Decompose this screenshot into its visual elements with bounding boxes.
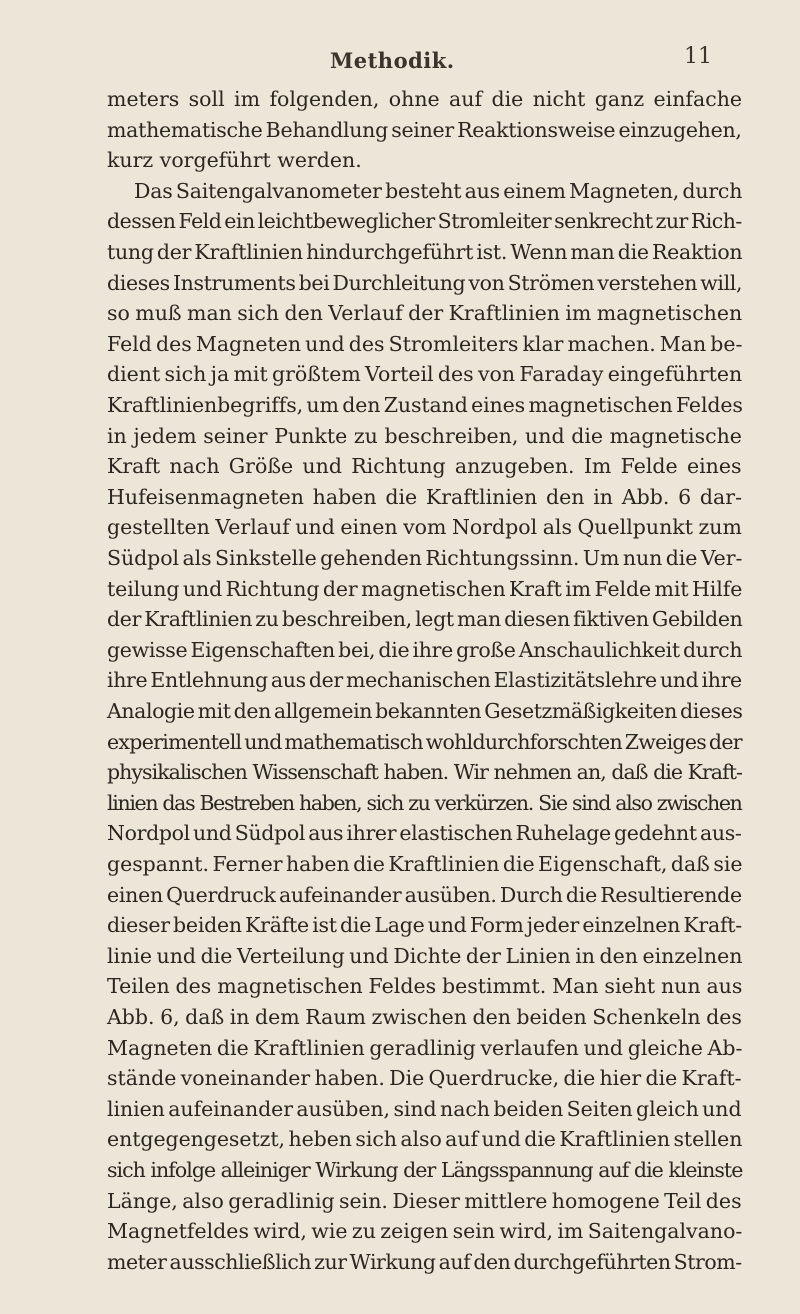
text-line: Magnetfeldes wird, wie zu zeigen sein wird, im Saitengalvano- xyxy=(107,1219,743,1244)
text-line: Teilen des magnetischen Feldes bestimmt. Man sieht nun aus xyxy=(107,974,743,999)
text-line: Hufeisenmagneten haben die Kraftlinien den in Abb. 6 dar- xyxy=(107,484,742,509)
text-line: einen Querdruck aufeinander ausüben. Durch die Resultierende xyxy=(107,882,742,907)
text-line: mathematische Behandlung seiner Reaktionsweise einzugehen, xyxy=(107,117,742,142)
text-line: so muß man sich den Verlauf der Kraftlinien im magnetischen xyxy=(107,301,743,326)
text-line: kurz vorgeführt werden. xyxy=(107,148,362,173)
text-line: gestellten Verlauf und einen vom Nordpol als Quellpunkt zum xyxy=(107,515,742,540)
text-line: teilung und Richtung der magnetischen Kraft im Felde mit Hilfe xyxy=(107,576,743,601)
text-line: Abb. 6, daß in dem Raum zwischen den beiden Schenkeln des xyxy=(107,1005,742,1029)
text-line: dient sich ja mit größtem Vorteil des von Faraday eingeführten xyxy=(107,362,743,387)
text-line: tung der Kraftlinien hindurchgeführt ist. Wenn man die Reaktion xyxy=(107,240,743,264)
text-line: linien das Bestreben haben, sich zu verkürzen. Sie sind also zwischen xyxy=(107,790,742,815)
text-line: Feld des Magneten und des Stromleiters klar machen. Man be- xyxy=(107,331,743,356)
running-head: Methodik. xyxy=(330,48,455,73)
text-line: sich infolge alleiniger Wirkung der Längsspannung auf die kleinste xyxy=(107,1158,743,1182)
text-line: Länge, also geradlinig sein. Dieser mittlere homogene Teil des xyxy=(107,1188,742,1213)
page-header xyxy=(0,44,800,78)
text-line: meters soll im folgenden, ohne auf die nicht ganz einfache xyxy=(107,87,743,111)
text-line: Kraft nach Größe und Richtung anzugeben. Im Felde eines xyxy=(107,454,742,479)
text-line: Nordpol und Südpol aus ihrer elastischen Ruhelage gedehnt aus- xyxy=(107,821,742,846)
page-number: 11 xyxy=(684,44,712,69)
text-line: Magneten die Kraftlinien geradlinig verlaufen und gleiche Ab- xyxy=(107,1035,743,1060)
text-line: entgegengesetzt, heben sich also auf und die Kraftlinien stellen xyxy=(107,1127,743,1152)
text-line: linie und die Verteilung und Dichte der Linien in den einzelnen xyxy=(107,943,743,968)
text-line: Analogie mit den allgemein bekannten Gesetzmäßigkeiten dieses xyxy=(107,699,743,723)
text-line: in jedem seiner Punkte zu beschreiben, und die magnetische xyxy=(107,423,742,448)
text-line: linien aufeinander ausüben, sind nach beiden Seiten gleich und xyxy=(107,1096,742,1121)
text-line: Südpol als Sinkstelle gehenden Richtungssinn. Um nun die Ver- xyxy=(107,546,743,570)
text-line: ihre Entlehnung aus der mechanischen Elastizitätslehre und ihre xyxy=(107,668,742,693)
text-line: gewisse Eigenschaften bei, die ihre große Anschaulichkeit durch xyxy=(107,637,743,662)
text-line: Das Saitengalvanometer besteht aus einem Magneten, durch xyxy=(134,178,743,203)
text-line: gespannt. Ferner haben die Kraftlinien die Eigenschaft, daß sie xyxy=(107,852,743,876)
text-line: dessen Feld ein leichtbeweglicher Stromleiter senkrecht zur Rich- xyxy=(107,209,742,234)
text-line: experimentell und mathematisch wohldurchforschten Zweiges der xyxy=(107,729,742,754)
text-line: physikalischen Wissenschaft haben. Wir nehmen an, daß die Kraft- xyxy=(107,760,742,785)
text-line: dieser beiden Kräfte ist die Lage und Form jeder einzelnen Kraft- xyxy=(107,913,742,938)
text-line: meter ausschließlich zur Wirkung auf den durchgeführten Strom- xyxy=(107,1249,742,1274)
text-line: der Kraftlinien zu beschreiben, legt man diesen fiktiven Gebilden xyxy=(107,607,743,632)
text-line: dieses Instruments bei Durchleitung von Strömen verstehen will, xyxy=(107,270,743,295)
text-line: stände voneinander haben. Die Querdrucke, die hier die Kraft- xyxy=(107,1066,742,1091)
text-line: Kraftlinienbegriffs, um den Zustand eines magnetischen Feldes xyxy=(107,393,743,417)
